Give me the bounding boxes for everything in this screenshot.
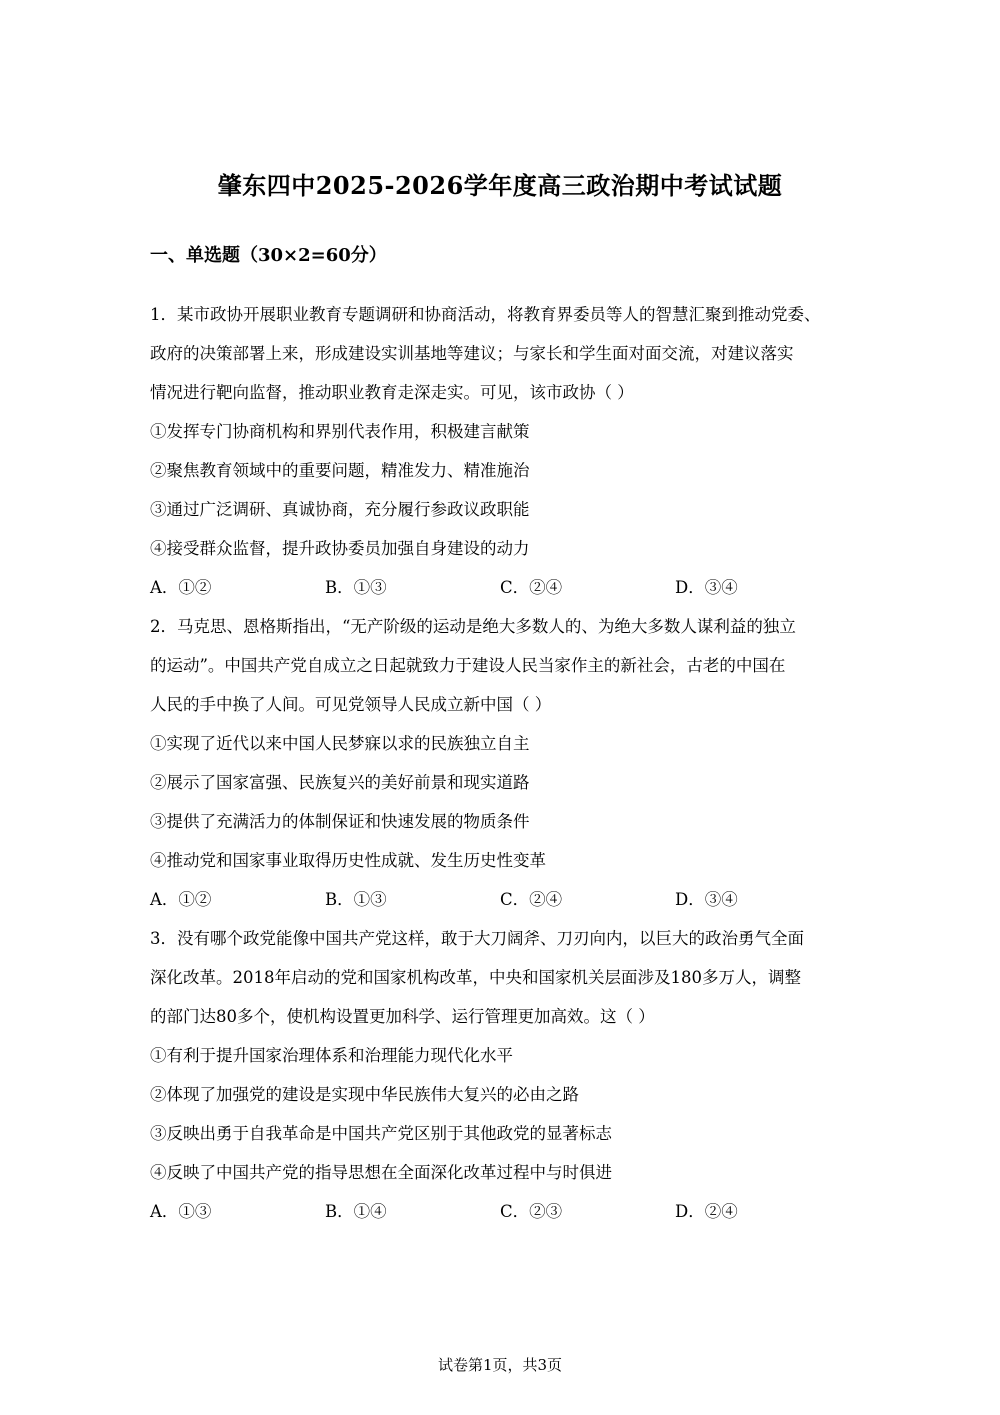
question-stem-line: 3．没有哪个政党能像中国共产党这样，敢于大刀阔斧、刀刃向内，以巨大的政治勇气全面 [150,929,804,948]
section-heading: 一、单选题（30×2=60分） [150,245,387,266]
statement-item: ①实现了近代以来中国人民梦寐以求的民族独立自主 [150,734,530,753]
question-2 [150,607,862,919]
option-d: D．③④ [675,578,738,597]
option-a: A．①② [150,578,212,597]
option-c: C．②④ [500,578,563,597]
option-c: C．②④ [500,890,563,909]
option-c: C．②③ [500,1202,563,1221]
option-a: A．①③ [150,1202,212,1221]
option-b: B．①③ [325,578,387,597]
question-stem-line: 的运动”。中国共产党自成立之日起就致力于建设人民当家作主的新社会，古老的中国在 [150,656,786,675]
option-b: B．①④ [325,1202,387,1221]
answer-options [150,1192,862,1231]
option-d: D．③④ [675,890,738,909]
statement-item: ④接受群众监督，提升政协委员加强自身建设的动力 [150,539,530,558]
page-footer: 试卷第1页，共3页 [437,1356,563,1374]
statement-item: ③提供了充满活力的体制保证和快速发展的物质条件 [150,812,530,831]
question-stem-line: 情况进行靶向监督，推动职业教育走深走实。可见，该市政协（ ） [150,383,634,402]
statement-item: ④推动党和国家事业取得历史性成就、发生历史性变革 [150,851,546,870]
statement-item: ②聚焦教育领域中的重要问题，精准发力、精准施治 [150,461,530,480]
statement-item: ④反映了中国共产党的指导思想在全面深化改革过程中与时俱进 [150,1163,612,1182]
question-stem-line: 的部门达80多个，使机构设置更加科学、运行管理更加高效。这（ ） [150,1007,655,1026]
option-d: D．②④ [675,1202,738,1221]
statement-item: ③通过广泛调研、真诚协商，充分履行参政议政职能 [150,500,530,519]
option-b: B．①③ [325,890,387,909]
statement-item: ③反映出勇于自我革命是中国共产党区别于其他政党的显著标志 [150,1124,612,1143]
statement-item: ①有利于提升国家治理体系和治理能力现代化水平 [150,1046,513,1065]
exam-title: 肇东四中2025-2026学年度高三政治期中考试试题 [217,171,783,200]
statement-item: ②展示了国家富强、民族复兴的美好前景和现实道路 [150,773,530,792]
answer-options [150,568,862,607]
statement-item: ②体现了加强党的建设是实现中华民族伟大复兴的必由之路 [150,1085,579,1104]
question-stem-line: 1．某市政协开展职业教育专题调研和协商活动，将教育界委员等人的智慧汇聚到推动党委、 [150,305,821,324]
question-list [150,295,862,1231]
question-stem-line: 2．马克思、恩格斯指出，“无产阶级的运动是绝大多数人的、为绝大多数人谋利益的独立 [150,617,796,636]
question-1 [150,295,862,607]
question-stem-line: 人民的手中换了人间。可见党领导人民成立新中国（ ） [150,695,552,714]
answer-options [150,880,862,919]
statement-item: ①发挥专门协商机构和界别代表作用，积极建言献策 [150,422,530,441]
question-stem-line: 深化改革。2018年启动的党和国家机构改革，中央和国家机关层面涉及180多万人，调整 [150,968,801,987]
option-a: A．①② [150,890,212,909]
question-stem-line: 政府的决策部署上来，形成建设实训基地等建议；与家长和学生面对面交流，对建议落实 [150,344,794,363]
question-3 [150,919,862,1231]
